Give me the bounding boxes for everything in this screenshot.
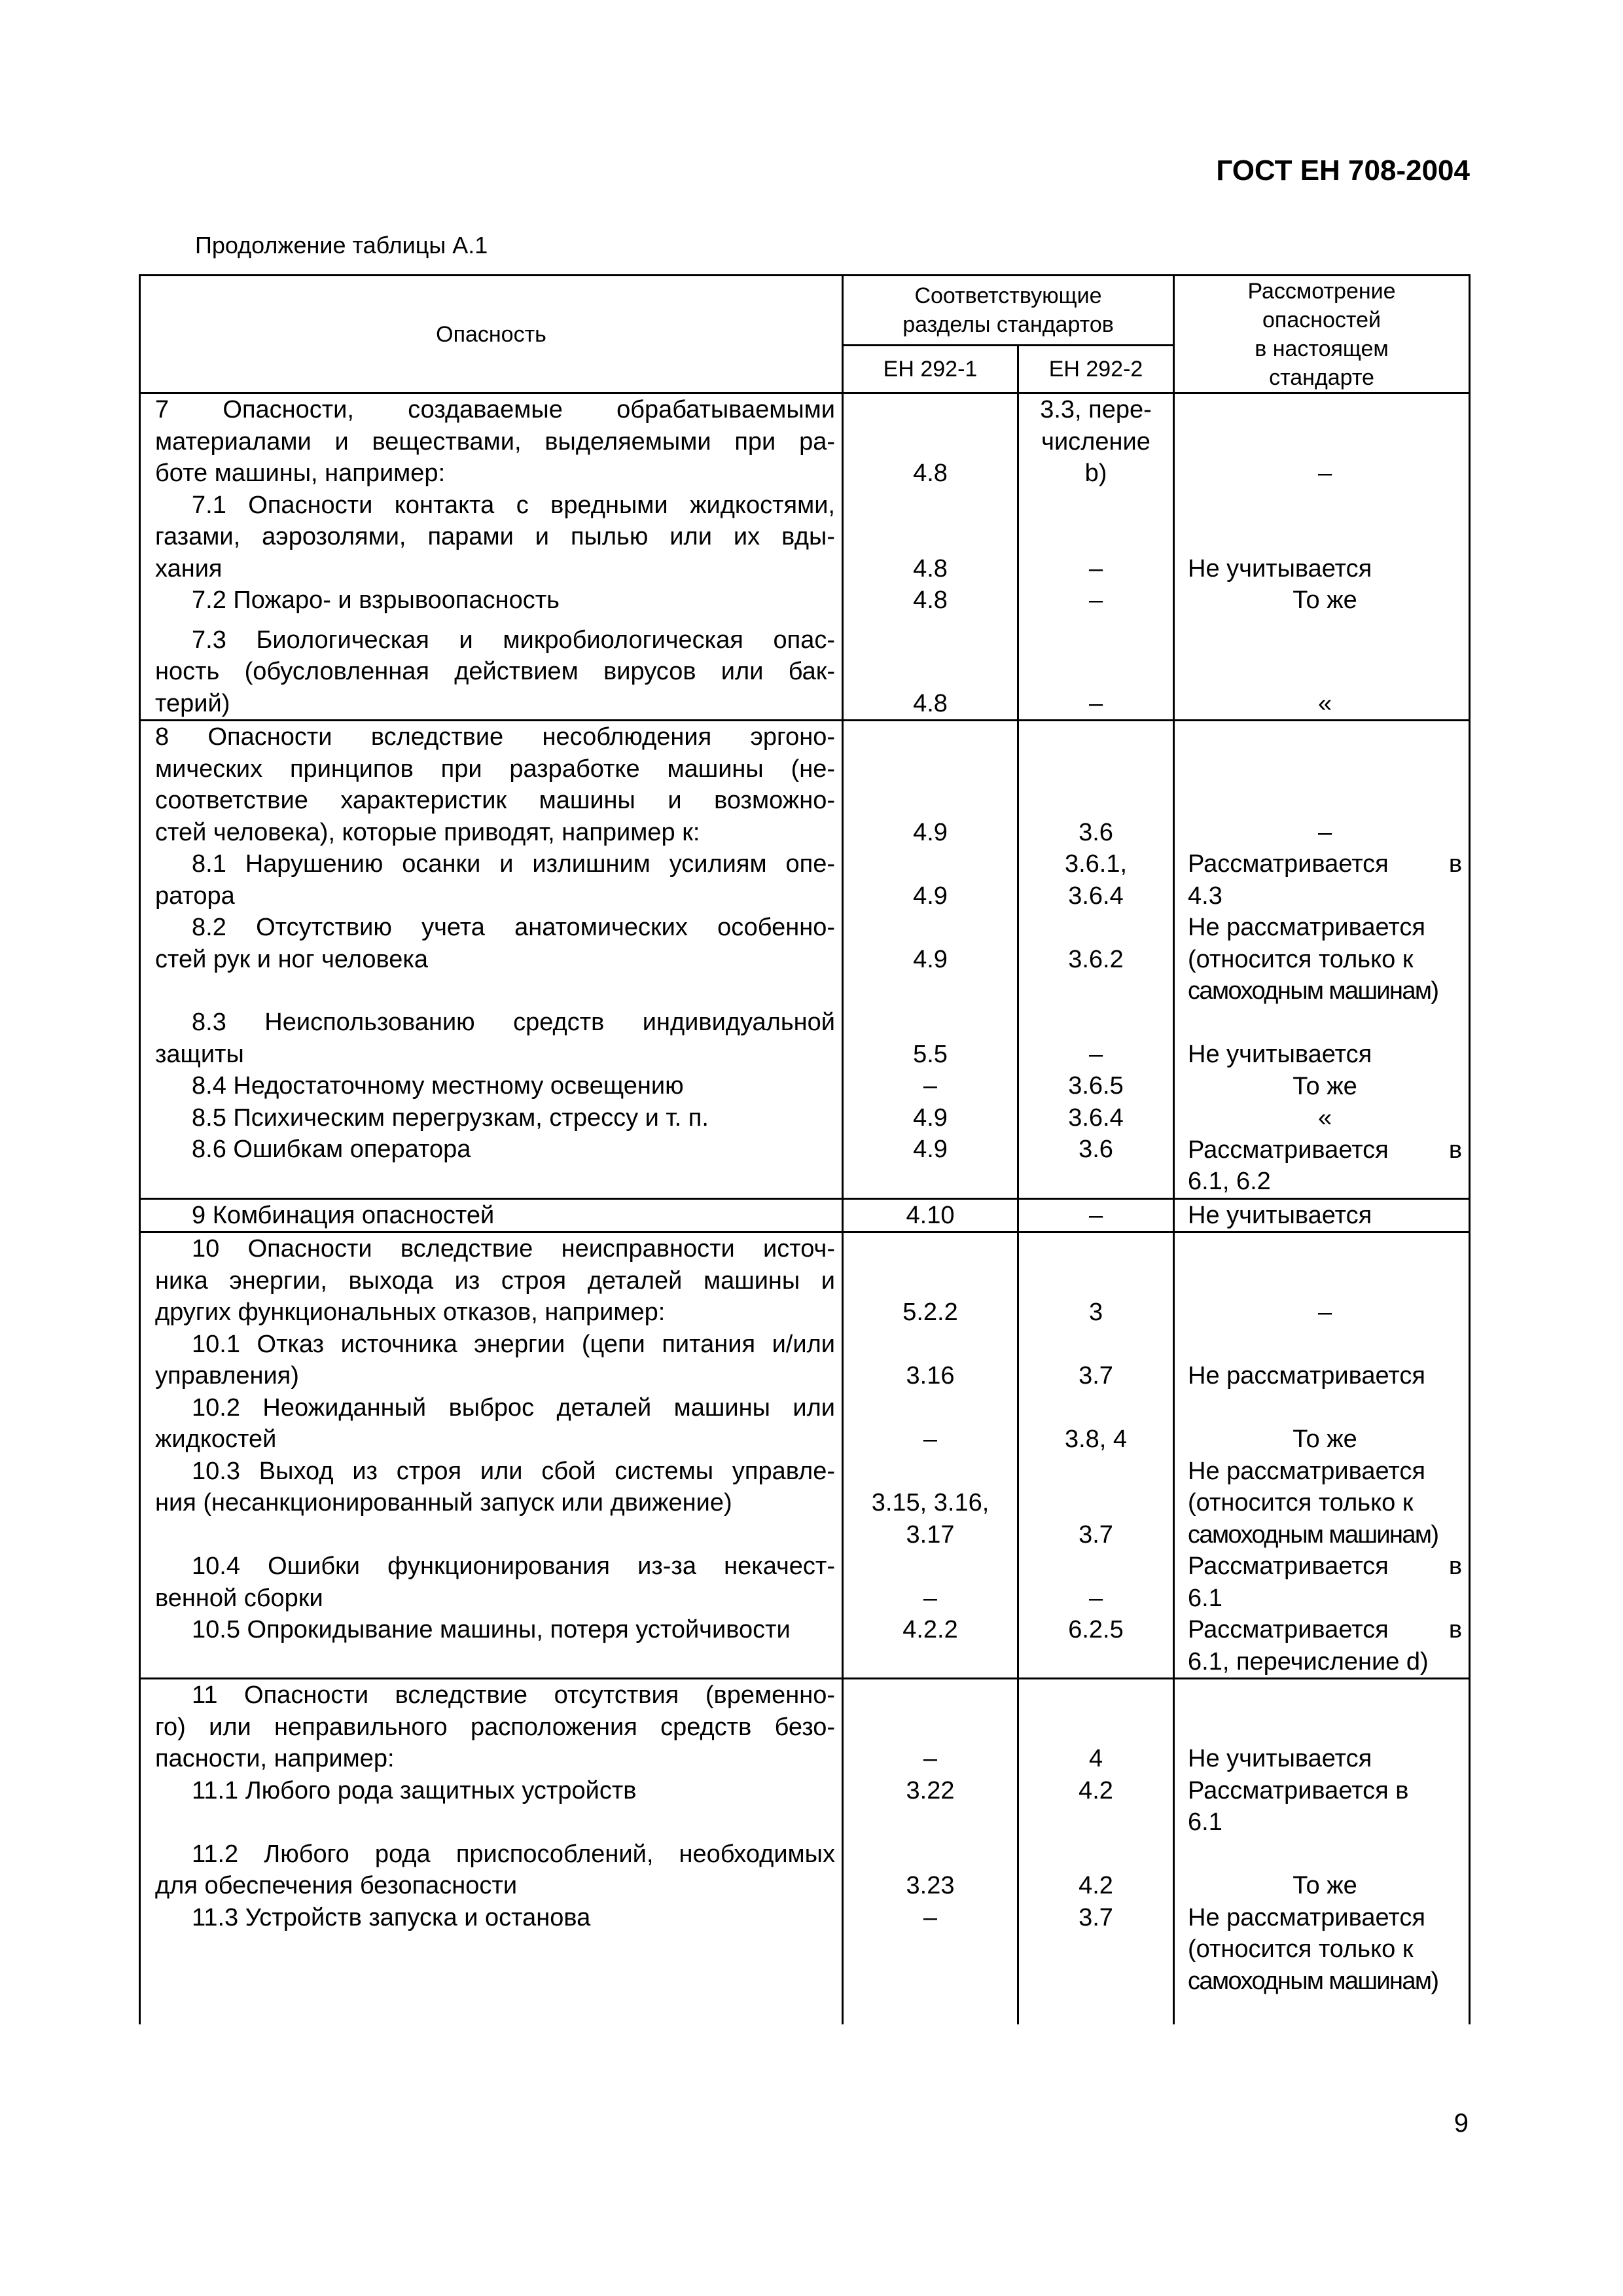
hazard-text: пасности, например: [155,1745,395,1772]
hazard-text: 8.1 Нарушению осанки и излишним усилиям опе- [192,850,835,878]
en1-value: 3.17 [906,1520,955,1549]
en1-value: 4.9 [913,818,948,846]
hazard-text: 11.3 Устройств запуска и останова [192,1903,591,1931]
en2-cell [1018,721,1174,1199]
en1-cell [843,1232,1018,1679]
consideration-value: – [1317,459,1332,487]
en1-value: – [923,1903,938,1931]
en1-value: 5.5 [913,1040,948,1068]
en2-value: 3.6.2 [1068,945,1124,973]
en2-cell [1018,393,1174,721]
hazard-text: венной сборки [155,1584,323,1612]
en2-value: 3.6 [1079,1136,1113,1163]
consideration-value: Не учитывается [1188,1201,1372,1229]
hazard-text: 8.5 Психическим перегрузкам, стрессу и т. п. [192,1103,709,1132]
header-consideration-line3: в настоящем [1255,336,1389,361]
en2-value: 3.3, пере- [1040,396,1152,423]
en1-value: 4.2.2 [902,1616,958,1643]
en1-cell [843,393,1018,721]
consideration-value: Не рассматривается [1188,914,1425,941]
consideration-cell [1174,1679,1470,2024]
consideration-value: 6.1, 6.2 [1188,1168,1271,1195]
en1-value: – [923,1584,938,1612]
header-consideration-line2: опасностей [1262,307,1382,332]
consideration-value: 4.3 [1188,882,1222,910]
hazard-text: 7.1 Опасности контакта с вредными жидкостями, [192,491,835,519]
en2-value: – [1088,1201,1103,1229]
en1-cell [843,1679,1018,2024]
hazards-table [139,274,1471,2024]
hazard-text: 7 Опасности, создаваемые обрабатываемыми [155,396,835,423]
hazard-text: 7.3 Биологическая и микробиологическая опас- [192,626,835,654]
hazard-text: стей рук и ног человека [155,945,428,973]
header-consideration-line1: Рассмотрение [1247,278,1396,304]
hazard-text: 8.2 Отсутствию учета анатомических особенно- [192,914,835,941]
hazard-cell [140,393,843,721]
consideration-cell [1174,721,1470,1199]
hazard-text: го) или неправильного расположения средств безо- [155,1713,835,1741]
hazard-text: 8.3 Неиспользованию средств индивидуальной [192,1009,835,1036]
consideration-value: (относится только к [1188,945,1414,973]
en2-value: 4 [1088,1745,1103,1772]
hazard-text: 10.3 Выход из строя или сбой системы управле- [192,1457,835,1485]
en1-value: 4.10 [906,1201,955,1229]
en2-value: 3.7 [1079,1520,1113,1549]
header-sections-line1: Соответствующие [914,283,1102,308]
consideration-value: самоходным машинам) [1188,977,1438,1005]
en1-value: 4.8 [913,586,948,614]
consideration-value: Не рассматривается [1188,1903,1425,1931]
header-sections [843,276,1174,346]
consideration-value: Рассматривается в [1188,1136,1463,1164]
hazard-text: стей человека), которые приводят, например к: [155,818,700,846]
hazard-text: ния (несанкционированный запуск или движение) [155,1489,732,1516]
hazard-text: 11 Опасности вследствие отсутствия (временно- [192,1681,835,1709]
consideration-value: самоходным машинам) [1188,1520,1438,1549]
hazard-cell [140,1198,843,1232]
hazard-text: 10.1 Отказ источника энергии (цепи питания и/или [192,1330,835,1358]
en2-value: 6.2.5 [1068,1616,1124,1643]
table-row [140,1198,1470,1232]
en1-cell [843,1198,1018,1232]
hazard-text: 9 Комбинация опасностей [192,1201,495,1229]
consideration-value: – [1317,1299,1332,1326]
en1-value: 4.8 [913,554,948,583]
hazard-cell [140,721,843,1199]
page-number: 9 [1454,2109,1469,2138]
en2-value: – [1088,1584,1103,1612]
hazard-text: жидкостей [155,1426,277,1453]
en2-value: 4.2 [1079,1872,1113,1899]
consideration-value: 6.1 [1188,1584,1222,1612]
header-en-292-1: ЕН 292-1 [843,346,1018,393]
consideration-value: То же [1293,1072,1357,1100]
en2-value: b) [1084,459,1107,487]
consideration-value: То же [1293,1426,1357,1453]
consideration-value: Рассматривается в [1188,1776,1409,1804]
en1-value: 4.9 [913,945,948,973]
en2-cell [1018,1232,1174,1679]
en2-value: 3.8, 4 [1064,1426,1128,1453]
hazard-text: 10.2 Неожиданный выброс деталей машины или [192,1393,835,1422]
consideration-value: Не учитывается [1188,1745,1372,1772]
header-consideration [1174,276,1470,393]
en2-value: 3.6.5 [1068,1072,1124,1100]
en1-cell [843,721,1018,1199]
hazard-text: ность (обусловленная действием вирусов или бак- [155,658,835,685]
hazard-text: 7.2 Пожаро- и взрывоопасность [192,586,560,614]
en2-value: 3.7 [1079,1903,1113,1931]
hazard-text: ратора [155,882,235,910]
hazard-text: для обеспечения безопасности [155,1872,518,1899]
consideration-cell [1174,1232,1470,1679]
header-consideration-line4: стандарте [1269,365,1374,390]
en2-value: 3.6.1, [1064,850,1128,878]
consideration-value: Рассматривается в [1188,1616,1463,1643]
table-row [140,1232,1470,1679]
hazard-text: 10.4 Ошибки функционирования из-за некачест- [192,1552,835,1580]
en2-value: – [1088,586,1103,614]
hazard-text: 11.1 Любого рода защитных устройств [192,1776,637,1804]
hazard-text: 10 Опасности вследствие неисправности источ- [192,1235,835,1263]
en2-value: 3.6.4 [1068,882,1124,910]
consideration-value: Рассматривается в [1188,850,1463,878]
en1-value: 3.23 [906,1872,955,1899]
en1-value: – [923,1072,938,1100]
header-sections-line2: разделы стандартов [902,312,1114,337]
table-row [140,721,1470,1199]
en1-value: 4.9 [913,1103,948,1132]
en2-value: числение [1041,427,1150,456]
en2-value: 3.7 [1079,1362,1113,1390]
hazard-text: 8.6 Ошибкам оператора [192,1136,471,1163]
hazard-text: других функциональных отказов, например: [155,1299,666,1326]
consideration-value: самоходным машинам) [1188,1967,1438,1995]
hazard-text: соответствие характеристик машины и возможно- [155,787,835,814]
consideration-value: Не учитывается [1188,1041,1372,1068]
en2-value: 3 [1088,1299,1103,1326]
en2-value: 3.6 [1079,818,1113,846]
en1-value: 3.22 [906,1776,955,1804]
hazard-text: 8.4 Недостаточному местному освещению [192,1072,684,1100]
en1-value: 4.9 [913,882,948,910]
hazard-text: 10.5 Опрокидывание машины, потеря устойчивости [192,1616,791,1643]
consideration-value: Рассматривается в [1188,1552,1463,1580]
table-caption: Продолжение таблицы А.1 [195,232,488,259]
hazard-text: материалами и веществами, выделяемыми при ра- [155,427,835,456]
consideration-value: (относится только к [1188,1489,1414,1516]
header-en-292-2: ЕН 292-2 [1018,346,1174,393]
en1-value: 4.9 [913,1136,948,1163]
consideration-value: « [1317,689,1332,717]
en1-value: 5.2.2 [902,1299,958,1326]
consideration-value: Не учитывается [1188,554,1372,583]
consideration-cell [1174,1198,1470,1232]
en2-value: – [1088,554,1103,583]
header-hazard: Опасность [140,276,843,393]
en1-value: 4.8 [913,689,948,717]
table-row [140,393,1470,721]
consideration-value: То же [1293,1872,1357,1899]
table-row [140,1679,1470,2024]
en2-value: – [1088,689,1103,717]
hazard-text: терий) [155,689,230,717]
document-code: ГОСТ ЕН 708-2004 [1216,154,1470,187]
en1-value: 4.8 [913,459,948,487]
hazard-cell [140,1232,843,1679]
hazard-cell [140,1679,843,2024]
consideration-value: 6.1, перечисление d) [1188,1647,1429,1676]
hazard-text: управления) [155,1362,299,1390]
consideration-value: – [1317,818,1332,846]
hazard-text: газами, аэрозолями, парами и пылью или их вды- [155,523,835,550]
hazard-text: боте машины, например: [155,459,446,487]
hazard-text: ника энергии, выхода из строя деталей машины и [155,1266,835,1295]
consideration-cell [1174,393,1470,721]
en1-value: 3.15, 3.16, [871,1489,990,1516]
consideration-value: Не рассматривается [1188,1362,1425,1390]
en1-value: – [923,1745,938,1772]
hazard-text: 8 Опасности вследствие несоблюдения эргоно- [155,723,835,751]
hazard-text: мических принципов при разработке машины (не- [155,755,835,783]
consideration-value: « [1317,1104,1332,1132]
hazard-text: защиты [155,1040,244,1068]
hazard-text: хания [155,554,223,583]
en1-value: – [923,1426,938,1453]
en2-value: – [1088,1040,1103,1068]
hazard-text: 11.2 Любого рода приспособлений, необходимых [192,1840,835,1868]
consideration-value: Не рассматривается [1188,1457,1425,1485]
consideration-value: (относится только к [1188,1935,1414,1963]
consideration-value: То же [1293,586,1357,614]
en1-value: 3.16 [906,1362,955,1390]
en2-value: 3.6.4 [1068,1103,1124,1132]
en2-cell [1018,1198,1174,1232]
consideration-value: 6.1 [1188,1808,1222,1836]
en2-cell [1018,1679,1174,2024]
en2-value: 4.2 [1079,1776,1113,1804]
